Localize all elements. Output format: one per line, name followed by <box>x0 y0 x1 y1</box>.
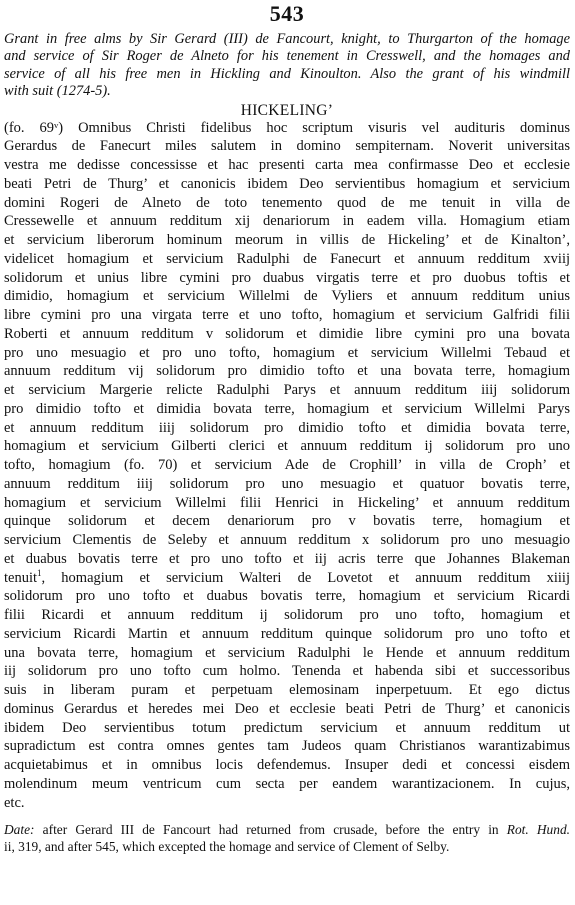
text-line: annuum redditum iiij solidorum pro uno mesuagio et quatuor bovatis terre, <box>4 475 570 492</box>
text-fragment: tenuit <box>4 569 38 586</box>
footnote-marker: 1 <box>37 567 42 578</box>
text-line: homagium et servicium Willelmi filii Henrici in Hickeling’ et annuum redditum <box>4 494 570 511</box>
text-line: ibidem Deo servientibus totum predictum servicium et annuum redditum ut <box>4 719 570 736</box>
headnote <box>4 31 570 101</box>
text-line: Gerardus de Fanecurt miles salutem in domino sempiternam. Noverit universitas <box>4 138 570 155</box>
text-line: servicium Clementis de Seleby et annuum redditum x solidorum pro uno mesuagio <box>4 532 570 549</box>
text-line: iij solidorum pro uno tofto cum holmo. Tenenda et habenda sibi et successoribus <box>4 663 570 680</box>
document-page <box>4 0 570 856</box>
text-line-with-footnote <box>4 569 570 588</box>
headnote-line: service of all his free men in Hickling and Kinoulton. Also the grant of his windmill <box>4 65 570 82</box>
text-line: homagium et servicium Gilberti clerici et annuum redditum ij solidorum pro uno <box>4 438 570 455</box>
text-line: acquietabimus et in omnibus locis defendemus. Insuper dedi et concessi eisdem <box>4 757 570 774</box>
date-note-text: after Gerard III de Fancourt had returned from crusade, before the entry in <box>34 822 507 838</box>
date-note-citation: Rot. Hund. <box>506 822 570 838</box>
charter-text <box>4 119 570 813</box>
text-line: domini Rogeri de Alneto de toto tenemento quod de me tenuit in villa de <box>4 194 570 211</box>
text-line: servicium Ricardi Martin et annuum redditum quinque solidorum pro uno tofto et <box>4 625 570 642</box>
text-line: et servicium Margerie relicte Radulphi Parys et annuum redditum iiij solidorum <box>4 382 570 399</box>
text-fragment: , homagium et servicium Walteri de Lovetot et annuum redditum xiiij <box>41 569 570 586</box>
text-line: suis in liberam puram et perpetuam elemosinam inperpetuum. Et ego dictus <box>4 682 570 699</box>
text-line: (fo. 69ᵛ) Omnibus Christi fidelibus hoc scriptum visuris vel audituris dominus <box>4 119 570 136</box>
text-line: molendinum meum ventricum cum secta per eandem warantizacionem. In cujus, <box>4 775 570 792</box>
text-line: dominus Gerardus et heredes mei Deo et ecclesie beati Petri de Thurg’ et canonicis <box>4 700 570 717</box>
text-line: et annuum redditum iiij solidorum pro dimidio tofto et dimidia bovata terre, <box>4 419 570 436</box>
text-line: una bovata terre, homagium et servicium Radulphi le Hende et annuum redditum <box>4 644 570 661</box>
text-line: supradictum est contra omnes gentes tam Judeos quam Christianos warantizabimus <box>4 738 570 755</box>
text-line: pro dimidio tofto et dimidia bovata terre, homagium et servicium Willelmi Parys <box>4 400 570 417</box>
text-line: quinque solidorum et decem denariorum pro v bovatis terre, homagium et <box>4 513 570 530</box>
text-line: Roberti et annuum redditum v solidorum et dimidie libre cymini pro una bovata <box>4 325 570 342</box>
date-note <box>4 822 570 856</box>
headnote-line: with suit (1274-5). <box>4 83 111 100</box>
text-line: beati Petri de Thurg’ et canonicis ibidem Deo servientibus homagium et servicium <box>4 175 570 192</box>
date-note-line <box>4 822 570 839</box>
text-line: Cressewelle et annuum redditum xij denariorum in eadem villa. Homagium etiam <box>4 213 570 230</box>
date-label: Date: <box>4 822 35 838</box>
date-note-line: ii, 319, and after 545, which excepted the homage and service of Clement of Selby. <box>4 839 450 855</box>
text-line: annuum redditum vij solidorum pro dimidio tofto et una bovata terre, homagium <box>4 363 570 380</box>
text-line: etc. <box>4 794 25 811</box>
text-line: libre cymini pro una virgata terre et uno tofto, homagium et servicium Galfridi filii <box>4 307 570 324</box>
headnote-line: and service of Sir Roger de Alneto for his tenement in Cresswell, and the homages and <box>4 48 570 65</box>
headnote-line: Grant in free alms by Sir Gerard (III) de Fancourt, knight, to Thurgarton of the homage <box>4 31 570 47</box>
text-line: filii Ricardi et annuum redditum ij solidorum pro uno tofto, homagium et <box>4 607 570 624</box>
text-line: et servicium liberorum hominum meorum in villis de Hickeling’ et de Kinalton’, <box>4 232 570 249</box>
text-line: pro uno mesuagio et pro uno tofto, homagium et servicium Willelmi Tebaud et <box>4 344 570 361</box>
text-line: vestra me dedisse concessisse et hac presenti carta mea confirmasse Deo et ecclesie <box>4 157 570 174</box>
page-number: 543 <box>269 1 305 26</box>
text-line: dimidio, homagium et servicium Willelmi de Vyliers et annuum redditum unius <box>4 288 570 305</box>
text-line: solidorum pro uno tofto et duabus bovatis terre, homagium et servicium Ricardi <box>4 588 570 605</box>
text-line: solidorum et unius libre cymini pro duabus virgatis terre et pro duobus toftis et <box>4 269 570 286</box>
text-line: videlicet homagium et servicium Radulphi de Fanecurt et annuum redditum xviij <box>4 250 570 267</box>
text-line: et duabus bovatis terre et pro uno tofto et iij acris terre que Johannes Blakeman <box>4 550 570 567</box>
text-line: tofto, homagium (fo. 70) et servicium Ade de Crophill’ in villa de Croph’ et <box>4 457 570 474</box>
section-heading: HICKELING’ <box>240 101 334 119</box>
